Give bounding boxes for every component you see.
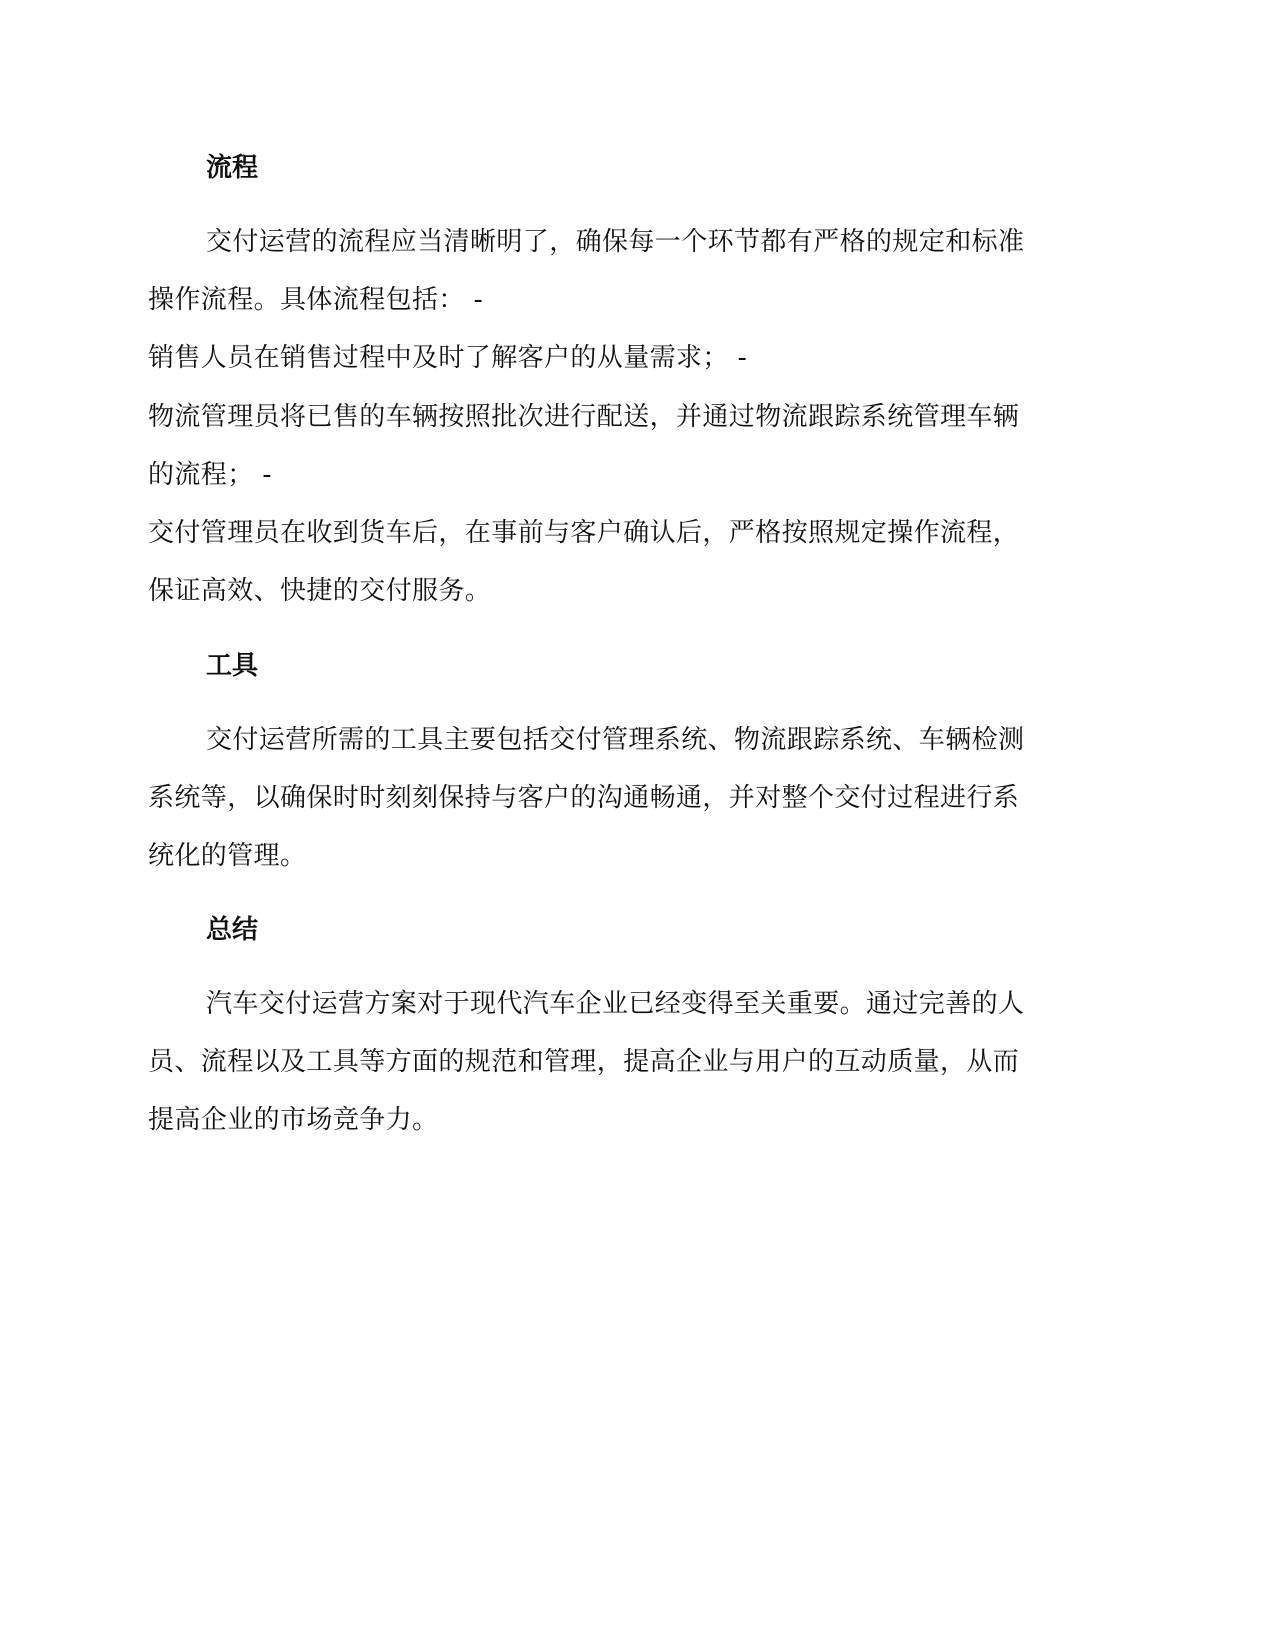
paragraph-line: 统化的管理。	[148, 841, 307, 871]
section-heading-tools: 工具	[206, 651, 259, 681]
paragraph-line: 员、流程以及工具等方面的规范和管理，提高企业与用户的互动质量，从而	[148, 1047, 1020, 1077]
section-heading-process: 流程	[206, 153, 259, 183]
paragraph-line: 保证高效、快捷的交付服务。	[148, 576, 492, 606]
paragraph-line: 交付运营的流程应当清晰明了，确保每一个环节都有严格的规定和标准	[206, 227, 1025, 257]
paragraph-line: 交付运营所需的工具主要包括交付管理系统、物流跟踪系统、车辆检测	[206, 725, 1025, 755]
section-heading-summary: 总结	[206, 915, 259, 945]
paragraph-line: 销售人员在销售过程中及时了解客户的从量需求； -	[148, 343, 748, 373]
paragraph-line: 提高企业的市场竞争力。	[148, 1105, 439, 1135]
paragraph-line: 的流程； -	[148, 460, 273, 490]
paragraph-line: 操作流程。具体流程包括： -	[148, 285, 484, 315]
paragraph-line: 汽车交付运营方案对于现代汽车企业已经变得至关重要。通过完善的人	[206, 989, 1025, 1019]
paragraph-line: 系统等，以确保时时刻刻保持与客户的沟通畅通，并对整个交付过程进行系	[148, 783, 1020, 813]
paragraph-line: 交付管理员在收到货车后，在事前与客户确认后，严格按照规定操作流程，	[148, 518, 1020, 548]
paragraph-line: 物流管理员将已售的车辆按照批次进行配送，并通过物流跟踪系统管理车辆	[148, 402, 1020, 432]
